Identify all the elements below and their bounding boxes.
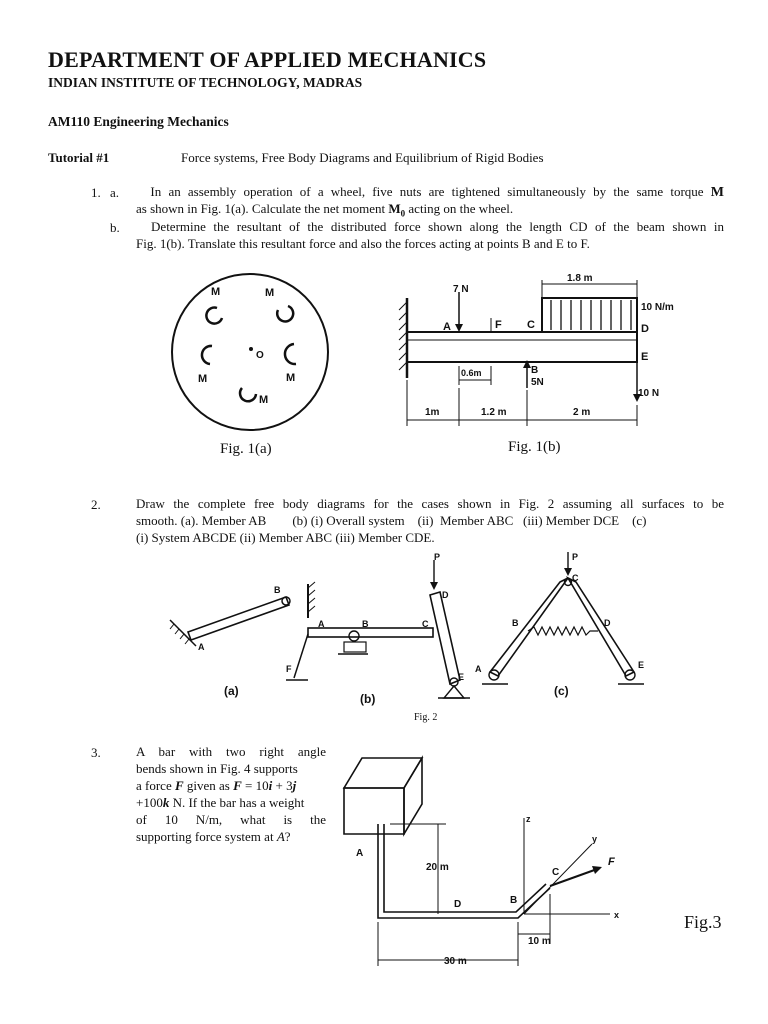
member-dce xyxy=(430,592,460,684)
q1b-line1 xyxy=(136,219,724,236)
fig2b-point-b: B xyxy=(362,619,369,629)
axis-x-label: x xyxy=(614,910,620,920)
torque-arc-icon xyxy=(277,306,293,321)
member-abc-c xyxy=(490,578,568,676)
fig2a-point-a: A xyxy=(198,642,205,652)
institute-name: INDIAN INSTITUTE OF TECHNOLOGY, MADRAS xyxy=(48,75,363,90)
fig3-point-b: B xyxy=(510,895,518,906)
q2-line3: (i) System ABCDE (ii) Member ABC (iii) Member CDE. xyxy=(136,530,435,545)
distributed-load-box xyxy=(542,298,637,332)
pin-support-e xyxy=(444,686,464,698)
q3-text: ? xyxy=(284,829,291,844)
axis-z-label: z xyxy=(526,814,531,824)
fig2b-point-d: D xyxy=(442,590,449,600)
fig2b-force-p: P xyxy=(434,552,441,562)
point-f-label: F xyxy=(495,319,502,331)
distributed-load-arrows xyxy=(551,300,631,330)
fig3-point-d: D xyxy=(454,899,462,910)
fig2c-point-b: B xyxy=(512,618,519,628)
fig2b-point-c: C xyxy=(422,619,429,629)
q3-text: + 3 xyxy=(272,778,293,793)
load-5-label: 5N xyxy=(531,377,544,388)
dim-06-label: 0.6m xyxy=(461,368,482,378)
unit-vector-i: i xyxy=(268,778,273,793)
course-title: AM110 Engineering Mechanics xyxy=(48,114,229,129)
load-10-label: 10 N xyxy=(638,388,660,399)
q3-line3 xyxy=(136,778,296,795)
q3-text: +100 xyxy=(136,795,163,810)
q1b-line2: Fig. 1(b). Translate this resultant force and also the forces acting at points B and E to F. xyxy=(136,236,590,251)
moment-symbol: M xyxy=(388,201,401,216)
q3-line4 xyxy=(136,795,304,812)
dim-1-label: 1m xyxy=(425,407,440,418)
point-b-label: B xyxy=(531,365,539,376)
point-c-label: C xyxy=(527,319,535,331)
point-a-label: A xyxy=(443,321,451,333)
point-d-label: D xyxy=(641,323,649,335)
member-cde xyxy=(568,578,634,676)
torque-label: M xyxy=(211,286,221,298)
q1a-text: acting on the wheel. xyxy=(405,201,514,216)
q3-line1: A bar with two right angle xyxy=(136,744,326,759)
torque-arc-icon xyxy=(206,308,222,324)
fig2b-point-a: A xyxy=(318,619,325,629)
q1a-text: as shown in Fig. 1(a). Calculate the net moment xyxy=(136,201,389,216)
fig-1a-wheel-diagram xyxy=(170,272,340,462)
torque-arc-icon xyxy=(285,344,296,364)
fig2c-point-d: D xyxy=(604,618,611,628)
fig-1a-caption: Fig. 1(a) xyxy=(220,441,272,457)
fig3-point-c: C xyxy=(552,867,560,878)
member-af xyxy=(294,634,308,678)
fig3-dim-30: 30 m xyxy=(444,956,467,967)
dist-load-label: 10 N/m xyxy=(641,302,674,313)
torque-label: M xyxy=(259,394,269,406)
fig2b-caption: (b) xyxy=(360,692,376,706)
q3-line6 xyxy=(136,829,291,846)
arrow-head xyxy=(592,866,602,874)
fig-2-diagram xyxy=(168,550,688,725)
q1b-label: b. xyxy=(110,220,120,235)
fig-1b-caption: Fig. 1(b) xyxy=(508,439,561,455)
q1-number: 1. xyxy=(91,185,101,200)
fig3-dim-20: 20 m xyxy=(426,862,449,873)
fig3-point-a: A xyxy=(356,848,364,859)
q2-number: 2. xyxy=(91,497,101,512)
fig2c-point-a: A xyxy=(475,664,482,674)
torque-arc-icon xyxy=(240,388,256,401)
arrow-head xyxy=(455,324,463,332)
axis-y-label: y xyxy=(592,834,598,844)
fig2c-point-c: C xyxy=(572,573,579,583)
fig-1b-beam-diagram xyxy=(395,270,695,465)
unit-vector-k: k xyxy=(162,795,170,810)
q1a-line1 xyxy=(136,184,724,202)
fig2c-point-e: E xyxy=(638,660,645,670)
fig2a-point-b: B xyxy=(274,585,281,595)
q3-text: a force xyxy=(136,778,175,793)
torque-symbol: M xyxy=(710,185,724,200)
fig-2c xyxy=(475,552,644,698)
torque-label: M xyxy=(198,373,208,385)
torque-arc-icon xyxy=(202,346,212,364)
q3-text: supporting force system at xyxy=(136,829,277,844)
arrow-head xyxy=(430,582,438,590)
roller-b xyxy=(349,631,359,641)
torque-label: M xyxy=(286,372,296,384)
fig2c-caption: (c) xyxy=(554,684,569,698)
wall-block xyxy=(344,758,422,834)
department-title: DEPARTMENT OF APPLIED MECHANICS xyxy=(48,47,487,72)
q3-text: = 10 xyxy=(241,778,269,793)
force-symbol: F xyxy=(233,778,242,793)
fig-3-diagram xyxy=(338,748,738,978)
fig-2-caption: Fig. 2 xyxy=(414,712,438,723)
center-label: O xyxy=(256,350,264,361)
q3-text: given as xyxy=(183,778,234,793)
q3-line5: of 10 N/m, what is the xyxy=(136,812,326,827)
q2-line2: smooth. (a). Member AB (b) (i) Overall system (ii) Member ABC (iii) Member DCE (c) xyxy=(136,513,647,528)
spring-bd xyxy=(528,627,598,635)
q1a-label: a. xyxy=(110,185,120,200)
tutorial-title: Force systems, Free Body Diagrams and Equilibrium of Rigid Bodies xyxy=(181,150,544,165)
fig2b-point-f: F xyxy=(286,664,292,674)
incline-surface xyxy=(170,620,196,646)
q3-number: 3. xyxy=(91,745,101,760)
q2-line1: Draw the complete free body diagrams for the cases shown in Fig. 2 assuming all surfaces to be xyxy=(136,496,724,511)
fig2b-point-e: E xyxy=(458,672,465,682)
center-point xyxy=(249,347,253,351)
moment-subscript: 0 xyxy=(400,208,406,219)
q3-text: N. If the bar has a weight xyxy=(169,795,305,810)
q1b-text: Determine the resultant of the distributed force shown along the length CD of the beam shown in xyxy=(151,219,724,234)
fig3-dim-10: 10 m xyxy=(528,936,551,947)
fig2a-caption: (a) xyxy=(224,684,239,698)
span-label: 1.8 m xyxy=(567,273,593,284)
fig-2b xyxy=(286,552,470,706)
wheel-outline xyxy=(172,274,328,430)
force-symbol: F xyxy=(174,778,184,793)
load-7-label: 7 N xyxy=(453,284,469,295)
fig-3-caption: Fig.3 xyxy=(684,912,722,932)
q3-line2: bends shown in Fig. 4 supports xyxy=(136,761,298,776)
member-ab xyxy=(188,597,289,640)
dim-12-label: 1.2 m xyxy=(481,407,507,418)
point-e-label: E xyxy=(641,351,649,363)
point-a-symbol: A xyxy=(276,829,285,844)
torque-label: M xyxy=(265,287,275,299)
support-b xyxy=(344,642,366,652)
beam xyxy=(407,332,637,362)
member-abc xyxy=(308,628,433,637)
tutorial-label: Tutorial #1 xyxy=(48,150,110,165)
fig2c-force-p: P xyxy=(572,552,579,562)
unit-vector-j: j xyxy=(292,778,297,793)
fig3-force-f: F xyxy=(608,856,615,868)
arrow-head xyxy=(564,568,572,576)
axis-y xyxy=(524,844,592,914)
dim-2-label: 2 m xyxy=(573,407,591,418)
q1a-text: In an assembly operation of a wheel, five nuts are tightened simultaneously by the same torque xyxy=(150,184,711,199)
